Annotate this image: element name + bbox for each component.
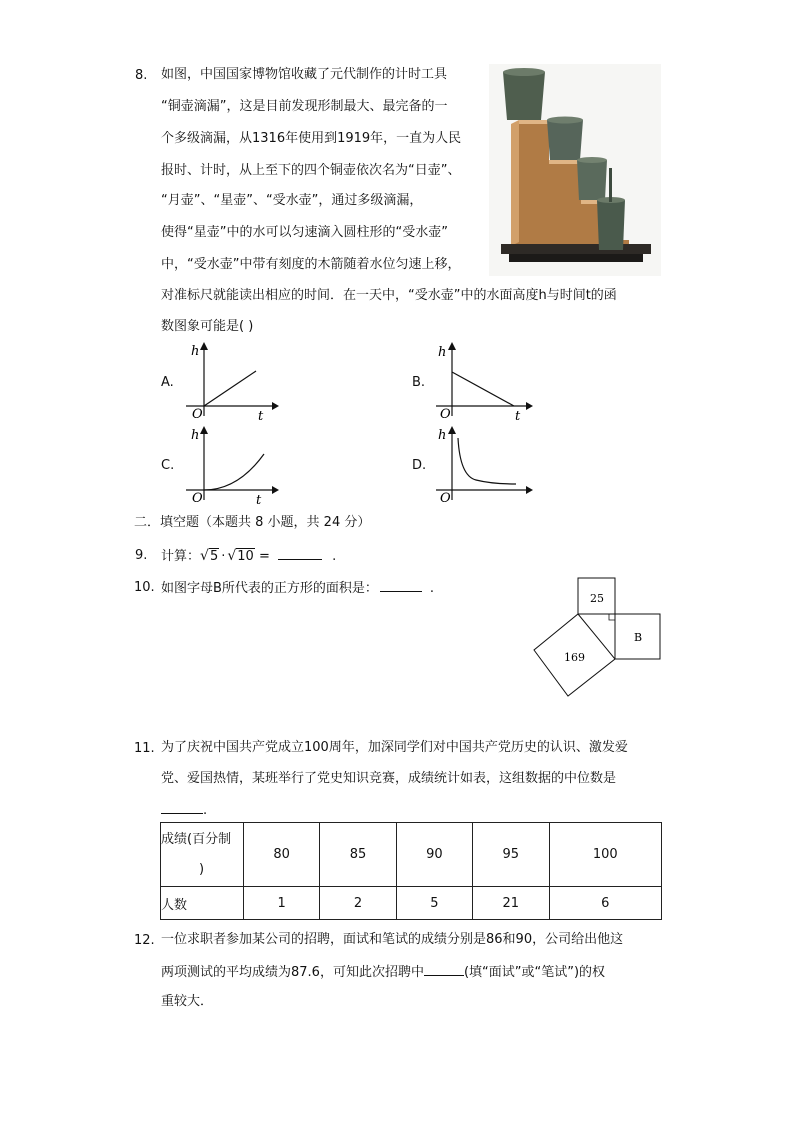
- option-b-label: B.: [412, 375, 426, 390]
- q8-number: 8.: [135, 68, 148, 83]
- count-cell: 5: [396, 887, 472, 920]
- clepsydra-photo: [489, 64, 661, 276]
- x-axis-arrow-icon: [526, 402, 533, 410]
- option-c-graph: [180, 424, 280, 506]
- q8-line: 如图，中国国家博物馆收藏了元代制作的计时工具: [161, 67, 448, 82]
- q10-number: 10.: [134, 580, 155, 595]
- squares-figure: [530, 574, 664, 698]
- score-cell: 95: [473, 823, 549, 887]
- q11-line: 党、爱国热情，某班举行了党史知识竞赛，成绩统计如表，这组数据的中位数是: [161, 771, 617, 786]
- top-square-label: 25: [590, 592, 604, 605]
- q9-radicand-2: 10: [237, 549, 254, 564]
- option-c-label: C.: [161, 458, 175, 473]
- left-square-label: 169: [564, 651, 585, 664]
- h-label: h: [191, 428, 200, 443]
- score-header-line1: 成绩(百分制: [161, 831, 232, 847]
- q11-line: 为了庆祝中国共产党成立100周年，加深同学们对中国共产党历史的认识、激发爱: [161, 740, 628, 755]
- x-axis-arrow-icon: [526, 486, 533, 494]
- y-axis-arrow-icon: [448, 342, 456, 350]
- score-header-line2: ): [199, 861, 205, 877]
- q8-line: 中，“受水壶”中带有刻度的木箭随着水位匀速上移，: [161, 257, 461, 272]
- q12-line2-part-a: 两项测试的平均成绩为87.6，可知此次招聘中: [161, 965, 424, 980]
- q8-line: 数图象可能是( ): [161, 319, 254, 334]
- h-label: h: [191, 344, 200, 359]
- table-row: [161, 887, 662, 920]
- curve: [458, 438, 516, 484]
- right-square-label: B: [634, 631, 643, 644]
- right-angle-mark: [609, 614, 615, 620]
- sqrt-icon: √: [200, 548, 209, 564]
- q10-answer-blank[interactable]: [380, 577, 422, 592]
- q9-number: 9.: [135, 548, 148, 563]
- count-cell: 6: [549, 887, 662, 920]
- origin-label: O: [440, 491, 451, 506]
- y-axis-arrow-icon: [200, 426, 208, 434]
- q9-end: .: [332, 549, 337, 564]
- q8-line: “月壶”、“星壶”、“受水壶”，通过多级滴漏，: [161, 193, 423, 208]
- y-axis-arrow-icon: [448, 426, 456, 434]
- option-b-graph: [430, 340, 534, 422]
- t-label: t: [256, 493, 262, 506]
- origin-label: O: [192, 407, 203, 422]
- q11-answer-line: [161, 799, 207, 821]
- t-label: t: [258, 409, 264, 422]
- x-axis-arrow-icon: [272, 402, 279, 410]
- q9-equals: =: [258, 549, 270, 564]
- q8-line: 报时、计时，从上至下的四个铜壶依次名为“日壶”、: [161, 163, 461, 178]
- option-a-label: A.: [161, 375, 174, 390]
- q9-radicand-1: 5: [209, 549, 219, 564]
- option-a-graph: [180, 340, 280, 422]
- score-cell: 90: [396, 823, 472, 887]
- q9-prefix: 计算：: [161, 549, 201, 564]
- count-cell: 1: [244, 887, 320, 920]
- q11-answer-blank[interactable]: [161, 799, 203, 814]
- q10-text: [161, 577, 434, 599]
- q8-line: 使得“星壶”中的水可以匀速滴入圆柱形的“受水壶”: [161, 225, 448, 240]
- curve: [204, 371, 256, 406]
- q8-line: “铜壶滴漏”，这是目前发现形制最大、最完备的一: [161, 99, 448, 114]
- x-axis-arrow-icon: [272, 486, 279, 494]
- q10-end: .: [429, 581, 435, 596]
- curve: [452, 372, 514, 406]
- table-row: [161, 823, 662, 887]
- curve: [204, 454, 264, 490]
- sqrt-icon: √: [227, 548, 237, 564]
- q9-answer-blank[interactable]: [278, 545, 322, 560]
- option-d-graph: [430, 424, 534, 506]
- count-header-cell: 人数: [161, 887, 244, 920]
- count-cell: 21: [473, 887, 549, 920]
- t-label: t: [515, 409, 521, 422]
- origin-label: O: [192, 491, 203, 506]
- q10-question: 如图字母B所代表的正方形的面积是：: [161, 581, 378, 596]
- q12-number: 12.: [134, 933, 155, 948]
- score-table: [160, 822, 662, 920]
- q12-answer-blank[interactable]: [424, 961, 464, 976]
- h-label: h: [438, 345, 447, 360]
- q8-line: 对准标尺就能读出相应的时间．在一天中，“受水壶”中的水面高度h与时间t的函: [161, 288, 617, 303]
- score-cell: 100: [549, 823, 662, 887]
- q9-text: [161, 545, 336, 567]
- count-cell: 2: [320, 887, 396, 920]
- q12-line2-part-b: (填“面试”或“笔试”)的权: [463, 965, 606, 980]
- q8-line: 个多级滴漏，从1316年使用到1919年，一直为人民: [161, 131, 462, 146]
- q12-line: 一位求职者参加某公司的招聘，面试和笔试的成绩分别是86和90，公司给出他这: [161, 932, 624, 947]
- y-axis-arrow-icon: [200, 342, 208, 350]
- section-title: 二．填空题（本题共 8 小题，共 24 分）: [134, 515, 371, 530]
- score-cell: 80: [244, 823, 320, 887]
- option-d-label: D.: [412, 458, 427, 473]
- q11-end: .: [203, 803, 208, 818]
- h-label: h: [438, 428, 447, 443]
- score-header-cell: [161, 823, 244, 887]
- origin-label: O: [440, 407, 451, 422]
- score-cell: 85: [320, 823, 396, 887]
- q12-line-2: [161, 961, 605, 983]
- q9-dot: ·: [221, 549, 226, 564]
- q11-number: 11.: [134, 741, 155, 756]
- q12-line: 重较大．: [161, 994, 214, 1009]
